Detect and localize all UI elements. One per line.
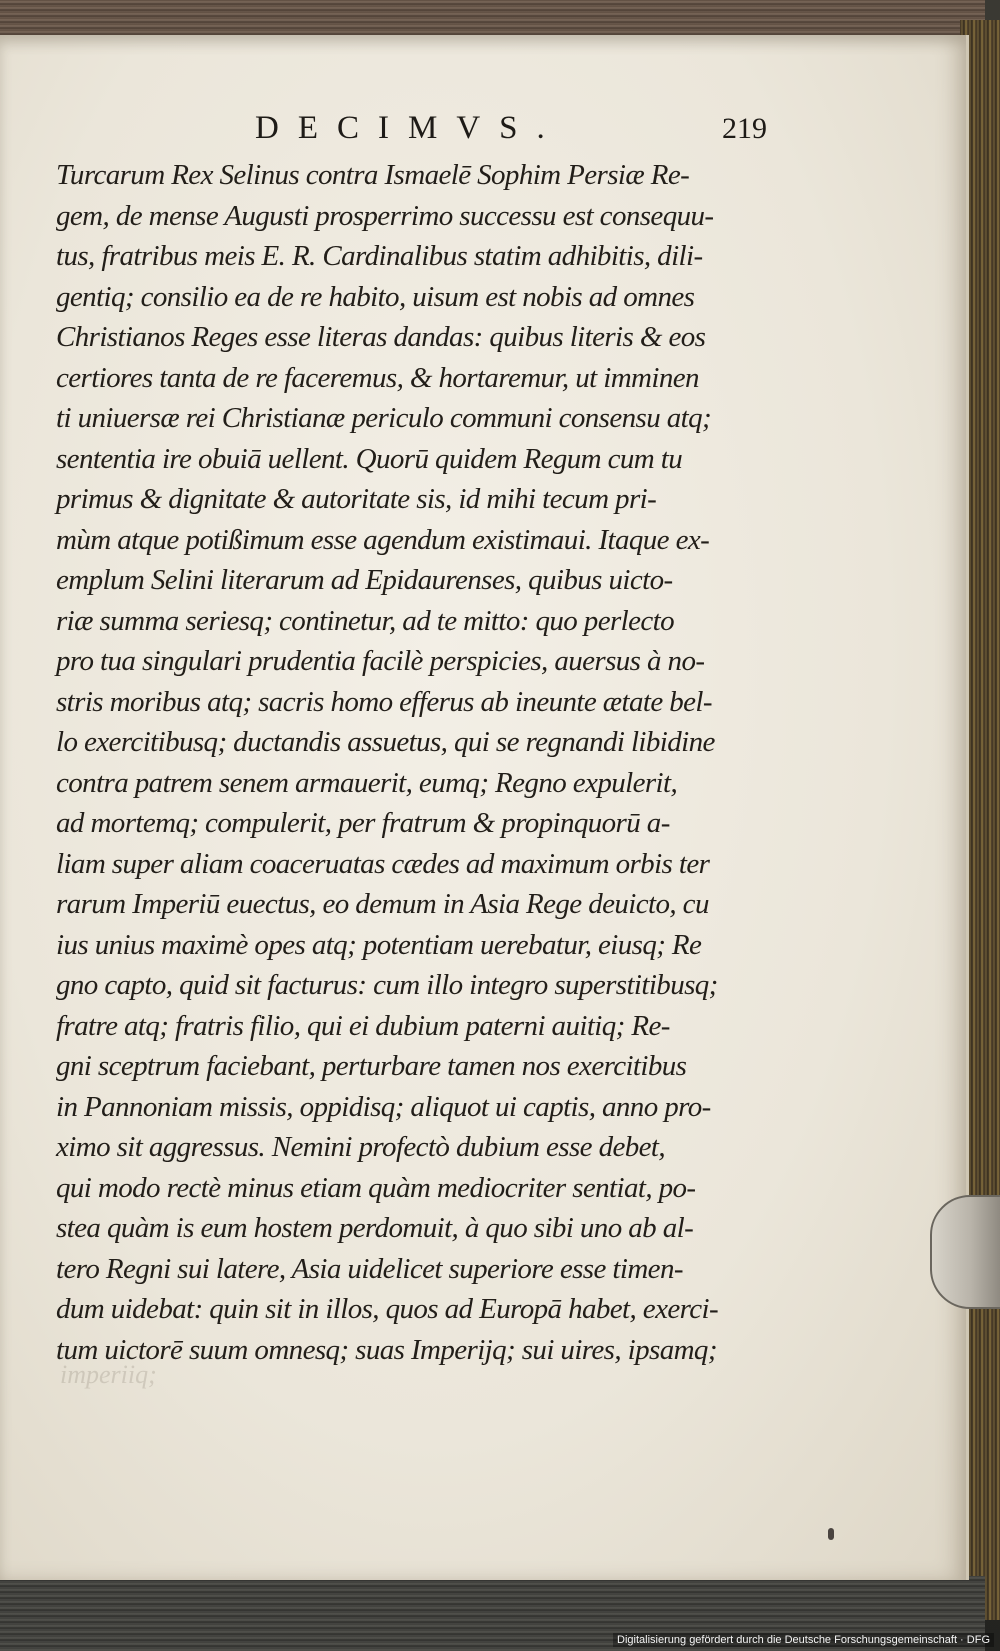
text-line: mùm atque potißimum esse agendum existimaui. Itaque ex-: [56, 523, 710, 556]
text-line: sententia ire obuiā uellent. Quorū quidem Regum cum tu: [56, 442, 683, 475]
text-line: rarum Imperiū euectus, eo demum in Asia Rege deuicto, cu: [56, 888, 709, 920]
text-line: ad mortemq; compulerit, per fratrum & propinquorū a-: [56, 807, 670, 839]
text-line: fratre atq; fratris filio, qui ei dubium paterni auitiq; Re-: [56, 1009, 670, 1042]
body-text: [56, 155, 776, 1370]
digitization-credit: Digitalisierung gefördert durch die Deutsche Forschungsgemeinschaft · DFG: [613, 1633, 994, 1647]
text-line: tum uictorē suum omnesq; suas Imperijq; sui uires, ipsamq;: [56, 1333, 717, 1366]
text-line: riæ summa seriesq; continetur, ad te mitto: quo perlecto: [56, 604, 675, 637]
text-line: tero Regni sui latere, Asia uidelicet superiore esse timen-: [56, 1252, 683, 1285]
text-line: certiores tanta de re faceremus, & hortaremur, ut imminen: [56, 361, 699, 394]
clasp-tab: [930, 1195, 1000, 1309]
text-line: gem, de mense Augusti prosperrimo successu est consequu-: [56, 199, 714, 232]
text-line: in Pannoniam missis, oppidisq; aliquot ui captis, anno pro-: [56, 1090, 711, 1123]
text-line: ti uniuersæ rei Christianæ periculo communi consensu atq;: [56, 402, 712, 434]
running-head: [0, 110, 770, 150]
text-line: gno capto, quid sit facturus: cum illo integro superstitibusq;: [56, 969, 718, 1001]
text-line: stea quàm is eum hostem perdomuit, à quo sibi uno ab al-: [56, 1212, 694, 1244]
text-line: liam super aliam coaceruatas cædes ad maximum orbis ter: [56, 847, 710, 880]
page-number: 219: [722, 112, 767, 145]
text-line: ximo sit aggressus. Nemini profectò dubium esse debet,: [56, 1131, 666, 1163]
text-line: stris moribus atq; sacris homo efferus ab ineunte ætate bel-: [56, 685, 712, 718]
text-line: qui modo rectè minus etiam quàm mediocriter sentiat, po-: [56, 1171, 696, 1204]
text-line: dum uidebat: quin sit in illos, quos ad Europā habet, exerci-: [56, 1293, 719, 1325]
text-line: contra patrem senem armauerit, eumq; Regno expulerit,: [56, 766, 678, 799]
text-line: lo exercitibusq; ductandis assuetus, qui se regnandi libidine: [56, 726, 715, 758]
text-line: tus, fratribus meis E. R. Cardinalibus statim adhibitis, dili-: [56, 240, 703, 272]
bleed-through-text: imperiiq;: [60, 1360, 157, 1389]
text-line: pro tua singulari prudentia facilè perspicies, auersus à no-: [56, 645, 705, 677]
running-title: DECIMVS.: [255, 110, 564, 146]
ink-smudge: [828, 1528, 834, 1540]
text-line: gentiq; consilio ea de re habito, uisum est nobis ad omnes: [56, 280, 695, 313]
text-line: primus & dignitate & autoritate sis, id mihi tecum pri-: [56, 483, 657, 515]
text-line: ius unius maximè opes atq; potentiam uerebatur, eiusq; Re: [56, 928, 702, 961]
book-top-edges: [0, 0, 985, 40]
text-line: emplum Selini literarum ad Epidaurenses, quibus uicto-: [56, 564, 673, 596]
text-line: Turcarum Rex Selinus contra Ismaelē Sophim Persiæ Re-: [56, 159, 690, 191]
text-line: gni sceptrum faciebant, perturbare tamen nos exercitibus: [56, 1050, 687, 1082]
text-line: Christianos Reges esse literas dandas: quibus literis & eos: [56, 321, 706, 353]
